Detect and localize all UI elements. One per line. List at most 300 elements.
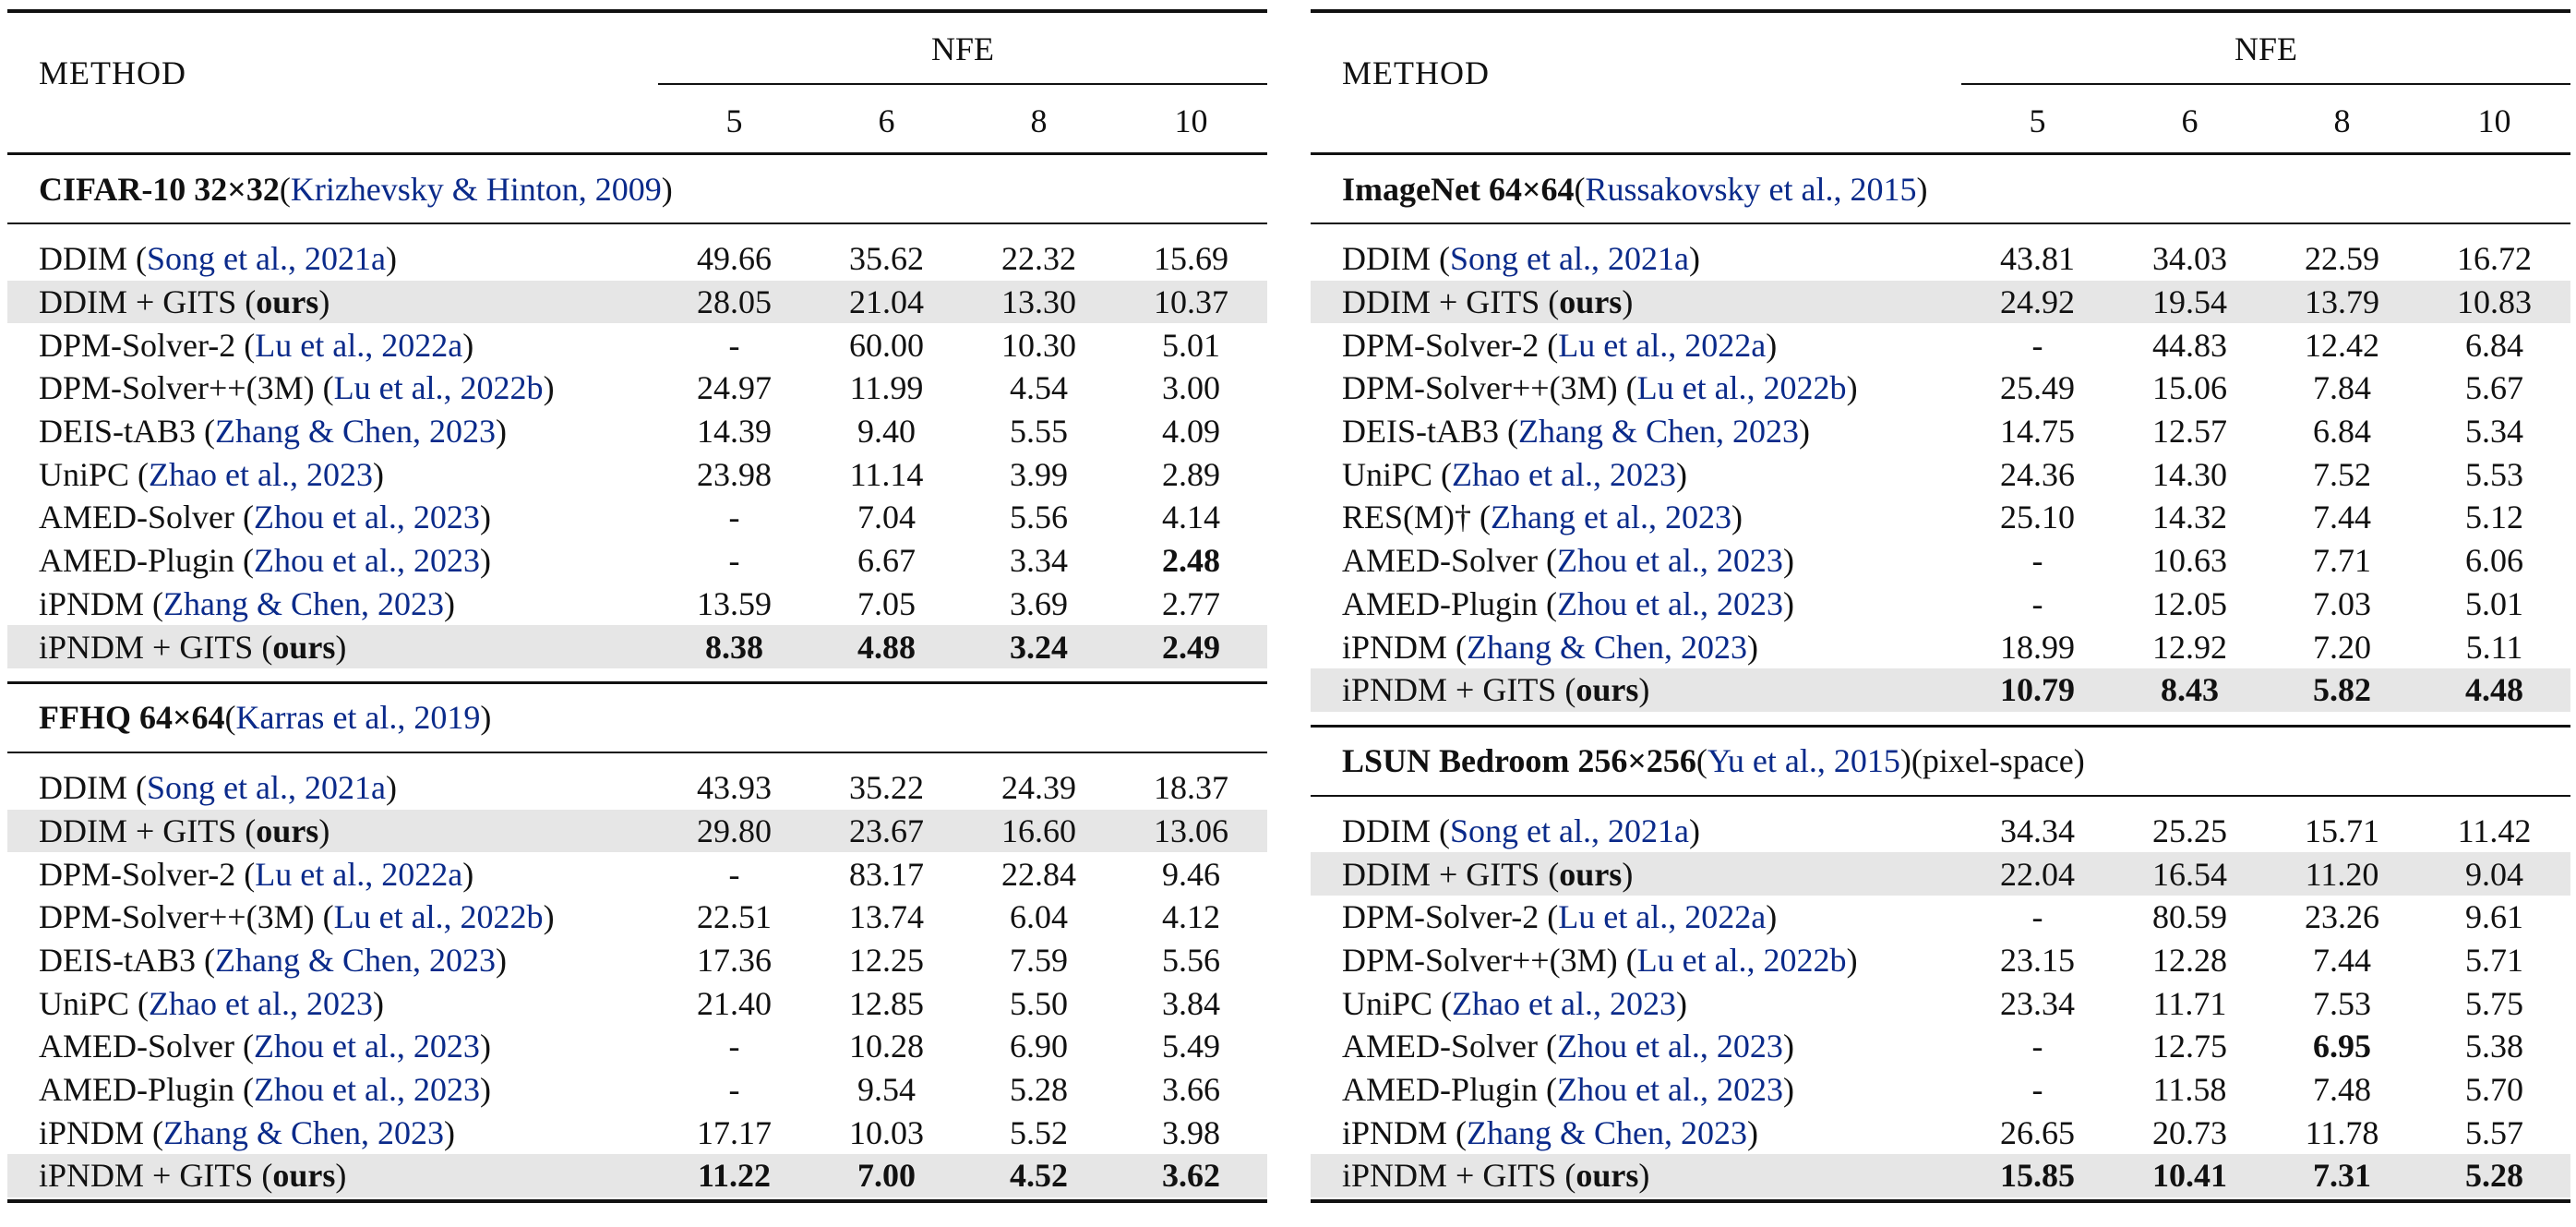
- method-name: DDIM + GITS: [39, 283, 237, 321]
- method-citation-link[interactable]: Zhou et al., 2023: [253, 499, 480, 536]
- method-cell: DPM-Solver-2 (Lu et al., 2022a): [39, 855, 474, 893]
- method-cell: DEIS-tAB3 (Zhang & Chen, 2023): [39, 941, 507, 979]
- fid-value-cell: 7.84: [2313, 369, 2371, 407]
- fid-value-cell: 80.59: [2152, 898, 2227, 936]
- table-row: [7, 852, 1267, 896]
- table-row: [1311, 323, 2570, 367]
- fid-value-cell: 7.05: [857, 584, 916, 622]
- fid-value-cell: 9.46: [1162, 855, 1220, 893]
- fid-value-cell: 17.17: [697, 1113, 772, 1151]
- method-name: iPNDM: [1342, 628, 1448, 666]
- fid-value-cell: 5.82: [2313, 671, 2371, 709]
- method-name: DDIM + GITS: [1342, 855, 1540, 893]
- fid-value-cell: 5.53: [2465, 455, 2523, 493]
- method-name: iPNDM + GITS: [1342, 671, 1557, 709]
- fid-value-cell: 10.83: [2457, 283, 2532, 321]
- method-name: DDIM: [1342, 812, 1431, 849]
- table-row: [7, 237, 1267, 281]
- method-name: iPNDM + GITS: [39, 1157, 254, 1195]
- table-row: [1311, 810, 2570, 853]
- fid-value-cell: 11.99: [849, 369, 924, 407]
- fid-value-cell: 5.01: [1162, 326, 1220, 364]
- method-citation-link[interactable]: Zhang & Chen, 2023: [1467, 1113, 1747, 1151]
- method-name: UniPC: [1342, 984, 1433, 1022]
- fid-value-cell: 4.09: [1162, 413, 1220, 451]
- fid-value-cell: 6.06: [2465, 542, 2523, 580]
- method-citation-link[interactable]: Lu et al., 2022a: [1558, 898, 1767, 936]
- fid-value-cell: 24.39: [1001, 769, 1076, 807]
- table-row: [1311, 281, 2570, 324]
- method-cell: iPNDM (Zhang & Chen, 2023): [39, 1113, 455, 1151]
- method-cell: DDIM + GITS (ours): [39, 283, 330, 321]
- fid-value-cell: -: [728, 1028, 740, 1065]
- method-name: DPM-Solver++(3M): [39, 369, 315, 407]
- method-cell: DPM-Solver++(3M) (Lu et al., 2022b): [39, 898, 555, 936]
- method-cell: iPNDM + GITS (ours): [1342, 671, 1650, 709]
- method-citation-link[interactable]: Zhang & Chen, 2023: [215, 941, 496, 979]
- fid-value-cell: 4.48: [2465, 671, 2523, 709]
- fid-value-cell: 7.03: [2313, 584, 2371, 622]
- section-title: ImageNet 64×64 ( Russakovsky et al., 2015 ): [1342, 170, 1928, 208]
- fid-value-cell: 23.15: [2000, 941, 2075, 979]
- fid-value-cell: 3.84: [1162, 984, 1220, 1022]
- method-cell: DEIS-tAB3 (Zhang & Chen, 2023): [1342, 413, 1810, 451]
- fid-value-cell: -: [2031, 584, 2043, 622]
- method-citation-link[interactable]: Song et al., 2021a: [1450, 812, 1689, 849]
- method-name: iPNDM: [39, 584, 145, 622]
- dataset-citation-link[interactable]: Krizhevsky & Hinton, 2009: [290, 170, 662, 208]
- fid-value-cell: 5.57: [2465, 1113, 2523, 1151]
- row-spacer: [1311, 712, 2570, 725]
- fid-value-cell: 29.80: [697, 812, 772, 849]
- method-name: DDIM: [39, 240, 127, 278]
- fid-value-cell: 22.51: [697, 898, 772, 936]
- method-citation-link[interactable]: Zhang & Chen, 2023: [163, 584, 444, 622]
- fid-value-cell: 17.36: [697, 941, 772, 979]
- fid-value-cell: 5.50: [1010, 984, 1068, 1022]
- nfe-value-header: 5: [725, 102, 743, 139]
- fid-value-cell: 5.34: [2465, 413, 2523, 451]
- method-name: DDIM: [39, 769, 127, 807]
- fid-value-cell: 22.32: [1001, 240, 1076, 278]
- nfe-column-header: NFE: [930, 30, 994, 67]
- method-cell: UniPC (Zhao et al., 2023): [39, 984, 384, 1022]
- method-citation-link[interactable]: Lu et al., 2022b: [333, 898, 544, 936]
- ours-label: ours: [1559, 283, 1623, 321]
- row-spacer: [7, 224, 1267, 237]
- fid-value-cell: 4.54: [1010, 369, 1068, 407]
- method-name: DPM-Solver-2: [39, 326, 236, 364]
- fid-value-cell: 15.69: [1154, 240, 1228, 278]
- table-row: [7, 896, 1267, 939]
- fid-value-cell: 5.01: [2465, 584, 2523, 622]
- ours-label: ours: [1576, 1157, 1639, 1195]
- method-cell: iPNDM (Zhang & Chen, 2023): [1342, 628, 1758, 666]
- fid-value-cell: 4.88: [857, 628, 916, 666]
- method-cell: AMED-Solver (Zhou et al., 2023): [39, 499, 491, 536]
- fid-value-cell: 25.25: [2152, 812, 2227, 849]
- method-name: DPM-Solver-2: [1342, 326, 1540, 364]
- fid-value-cell: 13.74: [849, 898, 924, 936]
- section-title: FFHQ 64×64 ( Karras et al., 2019 ): [39, 699, 492, 737]
- table-row: [7, 539, 1267, 583]
- fid-value-cell: 3.00: [1162, 369, 1220, 407]
- table-row: [1311, 852, 2570, 896]
- table-row: [7, 323, 1267, 367]
- method-cell: DPM-Solver++(3M) (Lu et al., 2022b): [39, 369, 555, 407]
- fid-value-cell: 43.93: [697, 769, 772, 807]
- section-title: LSUN Bedroom 256×256 ( Yu et al., 2015 ) (pixel-space): [1342, 742, 2085, 780]
- table-row: [7, 625, 1267, 668]
- fid-value-cell: 20.73: [2152, 1113, 2227, 1151]
- fid-value-cell: 11.20: [2305, 855, 2379, 893]
- nfe-value-header: 6: [878, 102, 895, 139]
- method-citation-link[interactable]: Zhou et al., 2023: [253, 1028, 480, 1065]
- fid-value-cell: 43.81: [2000, 240, 2075, 278]
- dataset-name: LSUN Bedroom 256×256: [1342, 742, 1696, 780]
- table-row: [7, 766, 1267, 810]
- nfe-value-header: 8: [2333, 102, 2351, 139]
- fid-value-cell: 5.70: [2465, 1071, 2523, 1109]
- method-citation-link[interactable]: Zhao et al., 2023: [1452, 984, 1676, 1022]
- table-row: [7, 810, 1267, 853]
- fid-value-cell: -: [2031, 898, 2043, 936]
- fid-value-cell: 8.43: [2161, 671, 2219, 709]
- method-cell: AMED-Plugin (Zhou et al., 2023): [39, 1071, 491, 1109]
- fid-value-cell: -: [2031, 326, 2043, 364]
- fid-value-cell: 6.04: [1010, 898, 1068, 936]
- table-row: [7, 939, 1267, 982]
- method-citation-link[interactable]: Zhao et al., 2023: [149, 984, 373, 1022]
- method-name: iPNDM + GITS: [1342, 1157, 1557, 1195]
- fid-value-cell: 14.39: [697, 413, 772, 451]
- table-row: [7, 1111, 1267, 1154]
- fid-value-cell: 7.52: [2313, 455, 2371, 493]
- fid-value-cell: 6.84: [2313, 413, 2371, 451]
- ours-label: ours: [1576, 671, 1639, 709]
- nfe-underline: [658, 83, 1267, 85]
- table-row: [1311, 1068, 2570, 1112]
- ours-label: ours: [256, 283, 319, 321]
- table-row: [1311, 896, 2570, 939]
- ours-label: ours: [272, 628, 336, 666]
- nfe-value-header: 8: [1030, 102, 1048, 139]
- row-spacer: [7, 668, 1267, 681]
- fid-value-cell: 3.24: [1010, 628, 1068, 666]
- method-cell: AMED-Solver (Zhou et al., 2023): [1342, 542, 1794, 580]
- dataset-citation-link[interactable]: Yu et al., 2015: [1707, 742, 1900, 780]
- fid-value-cell: 5.38: [2465, 1028, 2523, 1065]
- method-name: RES(M)†: [1342, 499, 1472, 536]
- table-row: [7, 496, 1267, 539]
- fid-value-cell: 13.06: [1154, 812, 1228, 849]
- fid-value-cell: 5.55: [1010, 413, 1068, 451]
- method-name: AMED-Plugin: [39, 542, 235, 580]
- fid-value-cell: 21.40: [697, 984, 772, 1022]
- fid-value-cell: 25.49: [2000, 369, 2075, 407]
- fid-value-cell: 18.37: [1154, 769, 1228, 807]
- fid-value-cell: 7.48: [2313, 1071, 2371, 1109]
- fid-value-cell: 44.83: [2152, 326, 2227, 364]
- fid-value-cell: 22.59: [2305, 240, 2379, 278]
- table-header: [1311, 13, 2570, 152]
- method-name: AMED-Plugin: [39, 1071, 235, 1109]
- left-results-table: [7, 9, 1267, 1203]
- method-name: AMED-Solver: [39, 1028, 234, 1065]
- table-header: [7, 13, 1267, 152]
- method-name: DPM-Solver-2: [1342, 898, 1540, 936]
- method-cell: iPNDM + GITS (ours): [1342, 1157, 1650, 1195]
- method-name: iPNDM: [39, 1113, 145, 1151]
- table-row: [1311, 1111, 2570, 1154]
- dataset-citation-link[interactable]: Karras et al., 2019: [235, 699, 481, 737]
- method-name: AMED-Solver: [39, 499, 234, 536]
- fid-value-cell: 6.84: [2465, 326, 2523, 364]
- method-cell: DPM-Solver++(3M) (Lu et al., 2022b): [1342, 369, 1858, 407]
- method-cell: AMED-Plugin (Zhou et al., 2023): [39, 542, 491, 580]
- fid-value-cell: 19.54: [2152, 283, 2227, 321]
- method-name: AMED-Plugin: [1342, 584, 1539, 622]
- table-row: [7, 367, 1267, 410]
- method-cell: AMED-Plugin (Zhou et al., 2023): [1342, 1071, 1794, 1109]
- method-cell: DDIM (Song et al., 2021a): [39, 240, 397, 278]
- fid-value-cell: 14.75: [2000, 413, 2075, 451]
- method-name: AMED-Plugin: [1342, 1071, 1539, 1109]
- method-citation-link[interactable]: Lu et al., 2022a: [255, 326, 463, 364]
- fid-value-cell: 9.04: [2465, 855, 2523, 893]
- method-name: DPM-Solver++(3M): [1342, 369, 1618, 407]
- fid-value-cell: 14.32: [2152, 499, 2227, 536]
- method-citation-link[interactable]: Lu et al., 2022b: [1636, 941, 1847, 979]
- method-cell: DDIM (Song et al., 2021a): [39, 769, 397, 807]
- nfe-value-header: 5: [2029, 102, 2046, 139]
- method-cell: DDIM + GITS (ours): [1342, 855, 1634, 893]
- fid-value-cell: -: [2031, 542, 2043, 580]
- fid-value-cell: 3.62: [1162, 1157, 1220, 1195]
- fid-value-cell: 12.42: [2305, 326, 2379, 364]
- method-name: DDIM: [1342, 240, 1431, 278]
- method-cell: UniPC (Zhao et al., 2023): [39, 455, 384, 493]
- method-citation-link[interactable]: Zhang & Chen, 2023: [163, 1113, 444, 1151]
- method-citation-link[interactable]: Lu et al., 2022a: [255, 855, 463, 893]
- fid-value-cell: 7.31: [2313, 1157, 2371, 1195]
- method-name: AMED-Solver: [1342, 542, 1538, 580]
- table-row: [1311, 981, 2570, 1025]
- method-name: DPM-Solver-2: [39, 855, 236, 893]
- table-row: [7, 1025, 1267, 1068]
- fid-value-cell: 5.12: [2465, 499, 2523, 536]
- fid-value-cell: 7.20: [2313, 628, 2371, 666]
- method-name: DPM-Solver++(3M): [39, 898, 315, 936]
- fid-value-cell: 10.37: [1154, 283, 1228, 321]
- fid-value-cell: 11.42: [2457, 812, 2532, 849]
- method-citation-link[interactable]: Lu et al., 2022a: [1558, 326, 1767, 364]
- method-citation-link[interactable]: Zhang & Chen, 2023: [215, 413, 496, 451]
- method-cell: iPNDM + GITS (ours): [39, 628, 347, 666]
- method-name: UniPC: [39, 984, 130, 1022]
- method-citation-link[interactable]: Lu et al., 2022b: [333, 369, 544, 407]
- method-name: iPNDM: [1342, 1113, 1448, 1151]
- fid-value-cell: 12.57: [2152, 413, 2227, 451]
- method-cell: DPM-Solver-2 (Lu et al., 2022a): [39, 326, 474, 364]
- method-name: AMED-Solver: [1342, 1028, 1538, 1065]
- method-cell: DPM-Solver-2 (Lu et al., 2022a): [1342, 326, 1778, 364]
- fid-value-cell: 7.44: [2313, 499, 2371, 536]
- fid-value-cell: 5.56: [1162, 941, 1220, 979]
- table-row: [1311, 496, 2570, 539]
- fid-value-cell: 13.79: [2305, 283, 2379, 321]
- fid-value-cell: 13.30: [1001, 283, 1076, 321]
- nfe-underline: [1961, 83, 2570, 85]
- fid-value-cell: 12.05: [2152, 584, 2227, 622]
- method-cell: DDIM (Song et al., 2021a): [1342, 812, 1700, 849]
- method-cell: DDIM + GITS (ours): [39, 812, 330, 849]
- fid-value-cell: 5.67: [2465, 369, 2523, 407]
- fid-value-cell: 6.95: [2313, 1028, 2371, 1065]
- method-citation-link[interactable]: Lu et al., 2022b: [1636, 369, 1847, 407]
- fid-value-cell: -: [2031, 1028, 2043, 1065]
- fid-value-cell: -: [728, 326, 740, 364]
- fid-value-cell: 10.41: [2152, 1157, 2227, 1195]
- fid-value-cell: -: [728, 1071, 740, 1109]
- method-name: DEIS-tAB3: [1342, 413, 1499, 451]
- fid-value-cell: 3.34: [1010, 542, 1068, 580]
- fid-value-cell: 28.05: [697, 283, 772, 321]
- table-row: [1311, 452, 2570, 496]
- table-row: [7, 452, 1267, 496]
- row-spacer: [1311, 224, 2570, 237]
- method-citation-link[interactable]: Zhang & Chen, 2023: [1518, 413, 1799, 451]
- fid-value-cell: 11.78: [2305, 1113, 2379, 1151]
- method-citation-link[interactable]: Song et al., 2021a: [147, 240, 386, 278]
- method-citation-link[interactable]: Zhao et al., 2023: [1452, 455, 1676, 493]
- method-name: DEIS-tAB3: [39, 413, 196, 451]
- fid-value-cell: 10.79: [2000, 671, 2075, 709]
- fid-value-cell: 4.12: [1162, 898, 1220, 936]
- method-citation-link[interactable]: Zhou et al., 2023: [1557, 584, 1783, 622]
- method-citation-link[interactable]: Zhang & Chen, 2023: [1467, 628, 1747, 666]
- method-citation-link[interactable]: Zhou et al., 2023: [254, 542, 480, 580]
- method-cell: DDIM (Song et al., 2021a): [1342, 240, 1700, 278]
- fid-value-cell: 24.92: [2000, 283, 2075, 321]
- fid-value-cell: 14.30: [2152, 455, 2227, 493]
- fid-value-cell: 12.75: [2152, 1028, 2227, 1065]
- method-citation-link[interactable]: Zhou et al., 2023: [1557, 1071, 1783, 1109]
- method-name: UniPC: [1342, 455, 1433, 493]
- table-row: [1311, 1025, 2570, 1068]
- method-cell: iPNDM + GITS (ours): [39, 1157, 347, 1195]
- method-citation-link[interactable]: Zhang et al., 2023: [1491, 499, 1731, 536]
- fid-value-cell: 49.66: [697, 240, 772, 278]
- fid-value-cell: 10.03: [849, 1113, 924, 1151]
- fid-value-cell: 15.06: [2152, 369, 2227, 407]
- fid-value-cell: 16.60: [1001, 812, 1076, 849]
- method-citation-link[interactable]: Zhou et al., 2023: [1556, 542, 1783, 580]
- fid-value-cell: 21.04: [849, 283, 924, 321]
- fid-value-cell: 26.65: [2000, 1113, 2075, 1151]
- fid-value-cell: 5.28: [1010, 1071, 1068, 1109]
- fid-value-cell: 7.44: [2313, 941, 2371, 979]
- method-name: DDIM + GITS: [1342, 283, 1540, 321]
- fid-value-cell: 12.28: [2152, 941, 2227, 979]
- fid-value-cell: 7.59: [1010, 941, 1068, 979]
- row-spacer: [1311, 797, 2570, 810]
- table-row: [1311, 539, 2570, 583]
- fid-value-cell: 4.14: [1162, 499, 1220, 536]
- fid-value-cell: 11.58: [2152, 1071, 2227, 1109]
- method-cell: AMED-Solver (Zhou et al., 2023): [1342, 1028, 1794, 1065]
- fid-value-cell: 3.66: [1162, 1071, 1220, 1109]
- table-row: [7, 981, 1267, 1025]
- method-citation-link[interactable]: Zhou et al., 2023: [1556, 1028, 1783, 1065]
- table-row: [1311, 668, 2570, 712]
- table-row: [7, 1154, 1267, 1197]
- fid-value-cell: 2.77: [1162, 584, 1220, 622]
- method-column-header: METHOD: [1342, 54, 1490, 91]
- method-cell: DDIM + GITS (ours): [1342, 283, 1634, 321]
- nfe-value-header: 10: [2477, 102, 2511, 139]
- fid-value-cell: 5.71: [2465, 941, 2523, 979]
- nfe-value-header: 10: [1174, 102, 1208, 139]
- method-citation-link[interactable]: Zhou et al., 2023: [254, 1071, 480, 1109]
- method-name: iPNDM + GITS: [39, 628, 254, 666]
- fid-value-cell: 2.48: [1162, 542, 1220, 580]
- dataset-citation-link[interactable]: Russakovsky et al., 2015: [1585, 170, 1917, 208]
- fid-value-cell: 11.14: [849, 455, 924, 493]
- fid-value-cell: 34.34: [2000, 812, 2075, 849]
- method-cell: UniPC (Zhao et al., 2023): [1342, 455, 1687, 493]
- fid-value-cell: 11.71: [2152, 984, 2227, 1022]
- fid-value-cell: 2.89: [1162, 455, 1220, 493]
- method-name: UniPC: [39, 455, 130, 493]
- fid-value-cell: 5.52: [1010, 1113, 1068, 1151]
- fid-value-cell: 6.67: [857, 542, 916, 580]
- method-cell: DEIS-tAB3 (Zhang & Chen, 2023): [39, 413, 507, 451]
- fid-value-cell: 23.26: [2305, 898, 2379, 936]
- table-row: [1311, 625, 2570, 668]
- bottom-rule: [7, 1199, 1267, 1203]
- dataset-name: ImageNet 64×64: [1342, 170, 1575, 208]
- fid-value-cell: 3.98: [1162, 1113, 1220, 1151]
- method-citation-link[interactable]: Zhao et al., 2023: [149, 455, 373, 493]
- table-row: [7, 583, 1267, 626]
- table-row: [7, 281, 1267, 324]
- fid-value-cell: 15.85: [2000, 1157, 2075, 1195]
- fid-value-cell: 10.63: [2152, 542, 2227, 580]
- fid-value-cell: 12.85: [849, 984, 924, 1022]
- method-cell: AMED-Solver (Zhou et al., 2023): [39, 1028, 491, 1065]
- dataset-name: FFHQ 64×64: [39, 699, 225, 737]
- fid-value-cell: 10.28: [849, 1028, 924, 1065]
- method-name: DPM-Solver++(3M): [1342, 941, 1618, 979]
- fid-value-cell: 9.54: [857, 1071, 916, 1109]
- fid-value-cell: 11.22: [697, 1157, 771, 1195]
- fid-value-cell: 23.98: [697, 455, 772, 493]
- method-cell: RES(M)† (Zhang et al., 2023): [1342, 499, 1743, 536]
- method-name: DDIM + GITS: [39, 812, 237, 849]
- fid-value-cell: 16.72: [2457, 240, 2532, 278]
- method-column-header: METHOD: [39, 54, 186, 91]
- fid-value-cell: -: [2031, 1071, 2043, 1109]
- fid-value-cell: 23.67: [849, 812, 924, 849]
- method-citation-link[interactable]: Song et al., 2021a: [147, 769, 386, 807]
- fid-value-cell: 22.04: [2000, 855, 2075, 893]
- fid-value-cell: 3.99: [1010, 455, 1068, 493]
- method-citation-link[interactable]: Song et al., 2021a: [1450, 240, 1689, 278]
- fid-value-cell: 24.36: [2000, 455, 2075, 493]
- ours-label: ours: [272, 1157, 336, 1195]
- fid-value-cell: 25.10: [2000, 499, 2075, 536]
